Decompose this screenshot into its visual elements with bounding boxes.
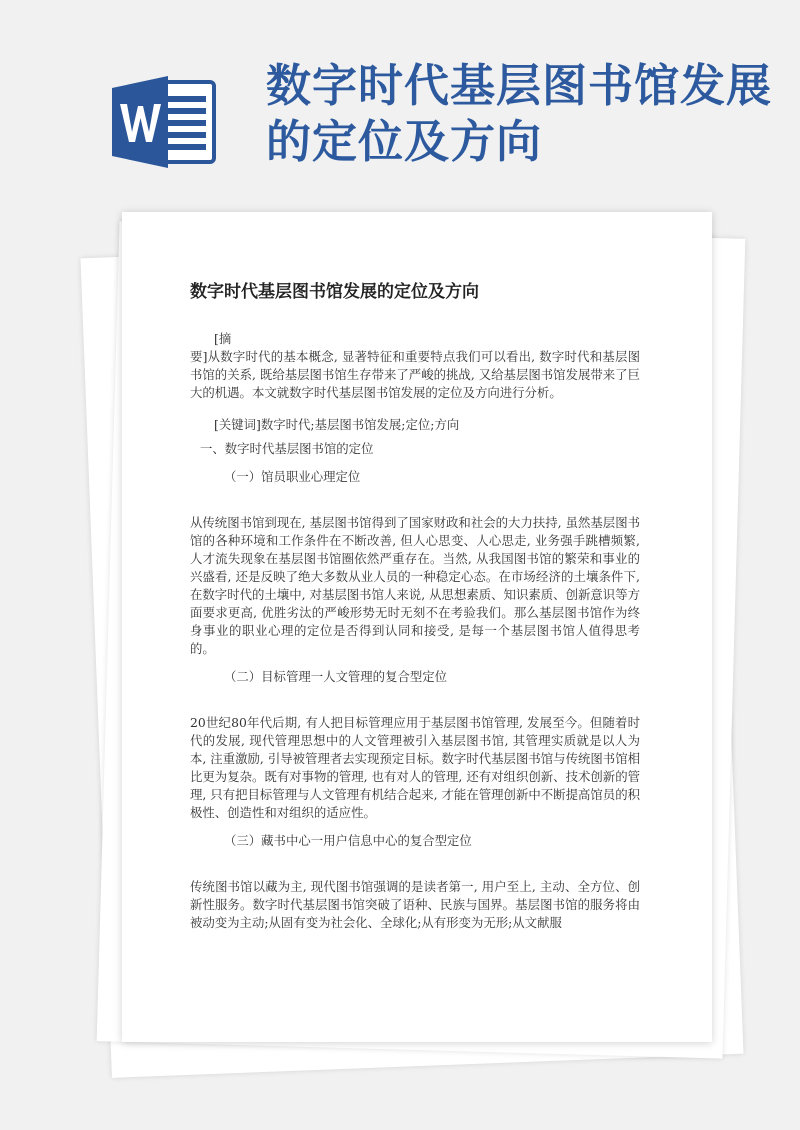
subsection-heading: （二）目标管理一人文管理的复合型定位: [224, 669, 448, 684]
abstract-label: [摘: [214, 331, 232, 346]
keywords: [关键词]数字时代;基层图书馆发展;定位;方向: [214, 417, 460, 432]
body-paragraph: 20世纪80年代后期, 有人把目标管理应用于基层图书馆管理, 发展至今。但随着时代的发展, 现代管理思想中的人文管理被引入基层图书馆, 其管理实质就是以人为本, 注重激励, 引导被管理者去实现预定目标。数字时代基层图书馆与传统图书馆相比更为复杂。既有对事物的管理, 也有对人的管理, 还有对组织创新、技术创新的管理, 只有把目标管理与人文管理有机结合起来, 才能在管理创新中不断提高馆员的积极性、创造性和对组织的适应性。: [190, 715, 640, 820]
abstract-text: 要]从数字时代的基本概念, 显著特征和重要特点我们可以看出, 数字时代和基层图书馆的关系, 既给基层图书馆生存带来了严峻的挑战, 又给基层图书馆发展带来了巨大的机遇。本文就数字时代基层图书馆发展的定位及方向进行分析。: [190, 349, 640, 400]
word-document-icon: [112, 76, 216, 168]
subsection-heading: （三）藏书中心一用户信息中心的复合型定位: [224, 833, 472, 848]
document-body: [190, 280, 640, 932]
body-paragraph: 从传统图书馆到现在, 基层图书馆得到了国家财政和社会的大力扶持, 虽然基层图书馆的各种环境和工作条件在不断改善, 但人心思变、人心思走, 业务强手跳槽频繁, 人才流失现象在基层图书馆圈依然严重存在。当然, 从我国图书馆的繁荣和事业的兴盛看, 还是反映了绝大多数从业人员的一种稳定心态。在市场经济的土壤条件下, 在数字时代的土壤中, 对基层图书馆人来说, 从思想素质、知识素质、创新意识等方面要求更高, 优胜劣汰的严峻形势无时无刻不在考验我们。那么基层图书馆作为终身事业的职业心理的定位是否得到认同和接受, 是每一个基层图书馆人值得思考的。: [190, 515, 640, 656]
banner-title: 数字时代基层图书馆发展的定位及方向: [266, 59, 773, 168]
section-heading: 一、数字时代基层图书馆的定位: [200, 441, 374, 456]
body-paragraph: 传统图书馆以藏为主, 现代图书馆强调的是读者第一, 用户至上, 主动、全方位、创新性服务。数字时代基层图书馆突破了语种、民族与国界。基层图书馆的服务将由被动变为主动;从固有变为社会化、全球化;从有形变为无形;从文献服: [190, 879, 640, 930]
document-title: 数字时代基层图书馆发展的定位及方向: [190, 282, 479, 302]
subsection-heading: （一）馆员职业心理定位: [224, 469, 361, 484]
